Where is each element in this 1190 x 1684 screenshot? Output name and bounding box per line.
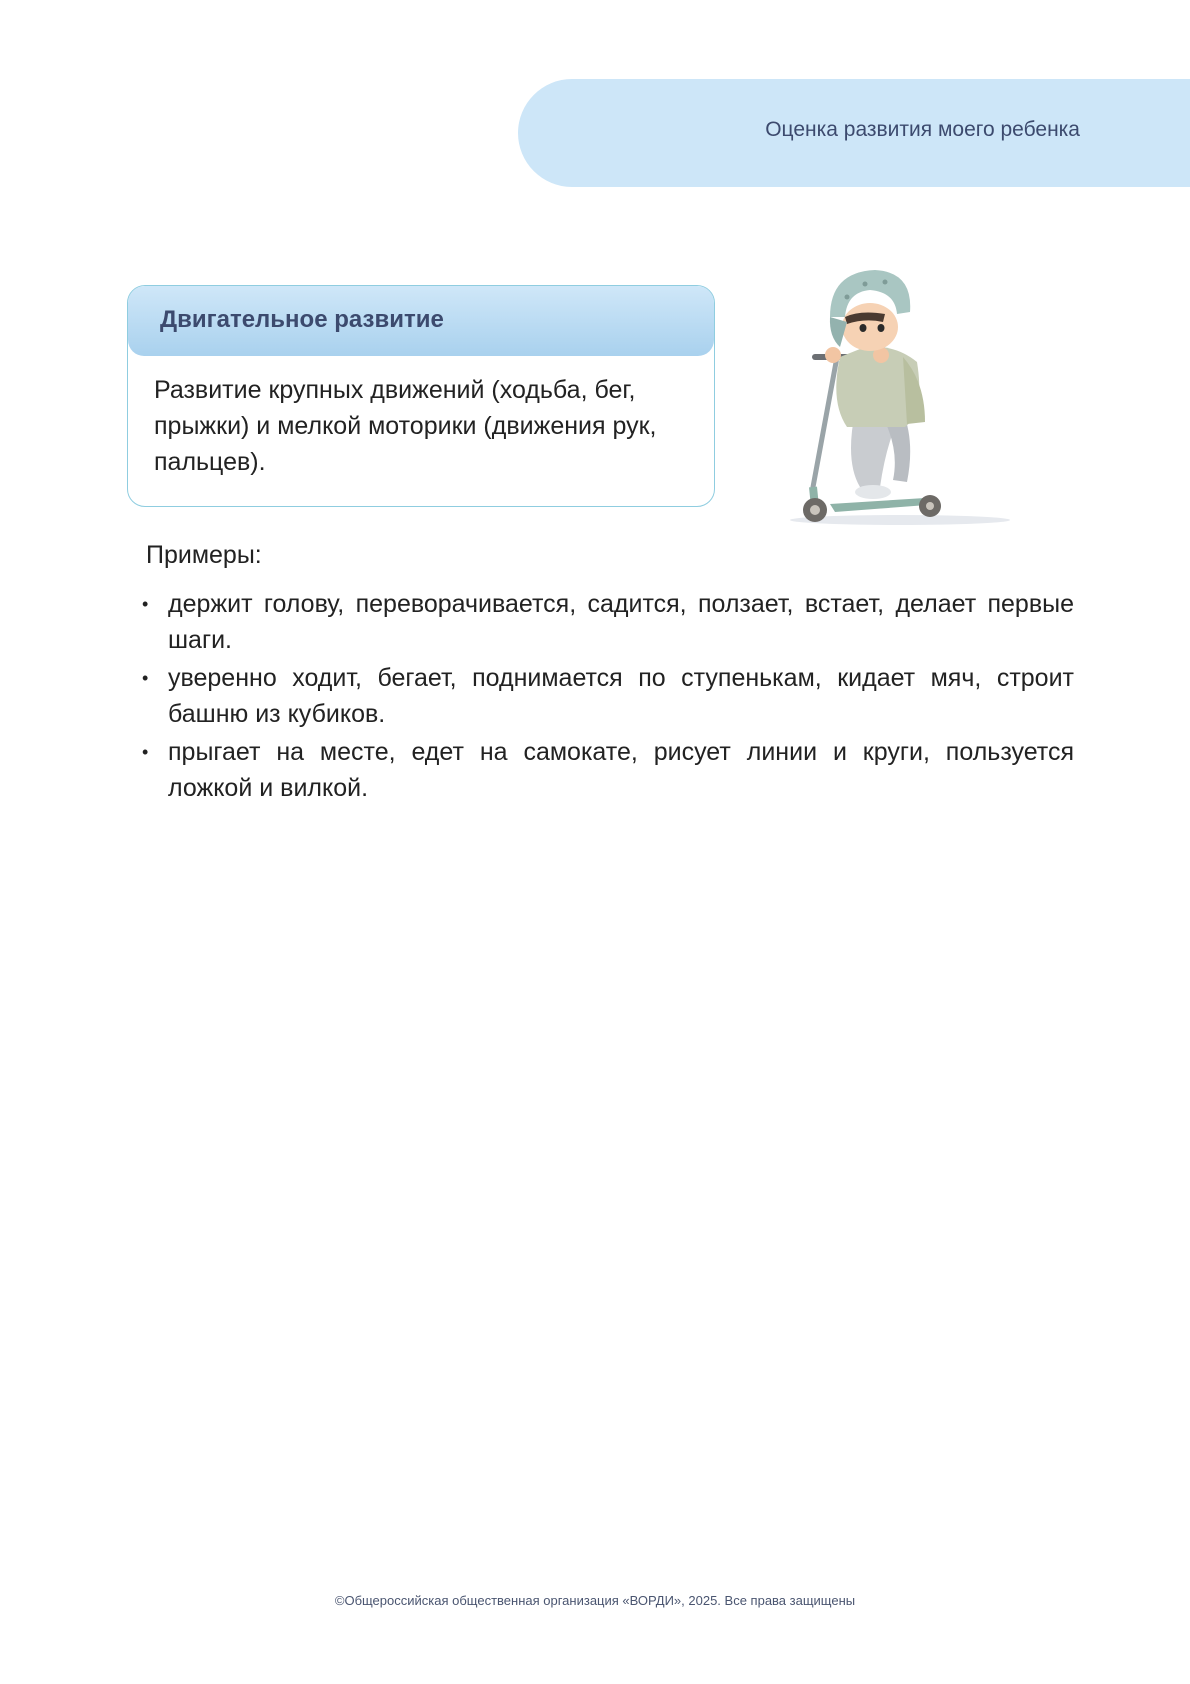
bullet-icon: • (142, 594, 149, 614)
card-description: Развитие крупных движений (ходьба, бег, прыжки) и мелкой моторики (движения рук, пальцев). (154, 376, 657, 476)
examples-label: Примеры: (146, 541, 262, 569)
card-title: Двигательное развитие (160, 306, 444, 333)
list-item (142, 734, 1074, 806)
list-item (142, 586, 1074, 658)
list-item-text: уверенно ходит, бегает, поднимается по ступенькам, кидает мяч, строит башню из кубиков. (168, 664, 1074, 728)
list-item (142, 660, 1074, 732)
footer-copyright: ©Общероссийская общественная организация «ВОРДИ», 2025. Все права защищены (334, 1593, 856, 1608)
child-on-scooter-icon (785, 262, 1015, 537)
list-item-text: прыгает на месте, едет на самокате, рисует линии и круги, пользуется ложкой и вилкой. (168, 738, 1074, 802)
motor-development-card (127, 285, 715, 507)
bullet-icon: • (142, 742, 149, 762)
header-tab (518, 79, 1190, 187)
bullet-icon: • (142, 668, 149, 688)
page-header-title: Оценка развития моего ребенка (765, 118, 1080, 141)
examples-list (142, 586, 1074, 808)
card-header (128, 286, 714, 356)
list-item-text: держит голову, переворачивается, садится, ползает, встает, делает первые шаги. (168, 590, 1074, 654)
